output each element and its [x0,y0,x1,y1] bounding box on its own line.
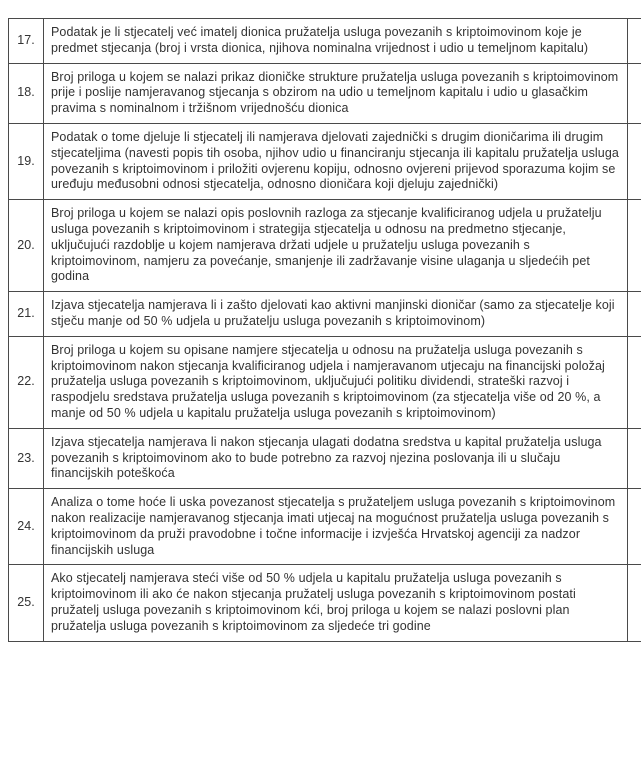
row-number: 23. [9,428,44,488]
table-row [9,428,641,488]
row-description: Broj priloga u kojem su opisane namjere stjecatelja u odnosu na pružatelja usluga povezanih s kriptoimovinom nakon stjecanja kvalificiranog udjela i namjeravanom utjecaju na financijski položaj pružatelja usluga povezanih s kriptoimovinom, uključujući politiku dividendi, strateški razvoj i raspodjelu sredstava pružatelja usluga povezanih s kriptoimovinom (za stjecatelja više od 20 %, a manje od 50 % udjela u kapitalu pružatelja usluga povezanih s kriptoimovinom) [44,336,628,428]
row-number: 19. [9,123,44,199]
table-row [9,63,641,123]
row-description: Ako stjecatelj namjerava steći više od 50 % udjela u kapitalu pružatelja usluga povezanih s kriptoimovinom ili ako će nakon stjecanja pružatelj usluga povezanih s kriptoimovinom postati pružatelj usluga povezanih s kriptoimovinom kći, broj priloga u kojem se nalazi poslovni plan pružatelja usluga povezanih s kriptoimovinom za sljedeće tri godine [44,565,628,641]
row-number: 22. [9,336,44,428]
row-entry-cell [628,19,641,64]
row-entry-cell [628,200,641,292]
row-number: 24. [9,489,44,565]
row-description: Izjava stjecatelja namjerava li nakon stjecanja ulagati dodatna sredstva u kapital pružatelja usluga povezanih s kriptoimovinom ako to bude potrebno za razvoj njezina poslovanja ili u slučaju financijskih poteškoća [44,428,628,488]
requirements-table-body [9,19,641,642]
row-entry-cell [628,565,641,641]
row-entry-cell [628,489,641,565]
row-entry-cell [628,63,641,123]
row-description: Broj priloga u kojem se nalazi opis poslovnih razloga za stjecanje kvalificiranog udjela u pružatelju usluga povezanih s kriptoimovinom i strategija stjecatelja u odnosu na predmetno stjecanje, uključujući razdoblje u kojem namjerava držati udjele u pružatelju usluga povezanih s kriptoimovinom, namjeru za povećanje, smanjenje ili zadržavanje visine ulaganja u sljedećih pet godina [44,200,628,292]
table-row [9,489,641,565]
row-entry-cell [628,428,641,488]
table-row [9,123,641,199]
table-row [9,336,641,428]
row-number: 21. [9,292,44,337]
row-number: 20. [9,200,44,292]
row-description: Podatak o tome djeluje li stjecatelj ili namjerava djelovati zajednički s drugim dioničarima ili drugim stjecateljima (navesti popis tih osoba, njihov udio u financiranju stjecanja ili kapitalu pružatelja usluga povezanih s kriptoimovinom i priložiti ovjerenu kopiju, odnosno ovjereni prijevod sporazuma kojim se uređuju međusobni odnosi stjecatelja, odnosno dioničara koji djeluju zajednički) [44,123,628,199]
table-row [9,565,641,641]
row-entry-cell [628,123,641,199]
row-description: Podatak je li stjecatelj već imatelj dionica pružatelja usluga povezanih s kriptoimovinom koje je predmet stjecanja (broj i vrsta dionica, njihova nominalna vrijednost i udio u temeljnom kapitalu) [44,19,628,64]
table-row [9,292,641,337]
row-number: 17. [9,19,44,64]
requirements-table [8,18,641,642]
row-description: Broj priloga u kojem se nalazi prikaz dioničke strukture pružatelja usluga povezanih s kriptoimovinom prije i poslije namjeravanog stjecanja s obzirom na udio u temeljnom kapitalu i udio u glasačkim pravima s nominalnom i tržišnom vrijednošću dionica [44,63,628,123]
table-row [9,200,641,292]
row-number: 18. [9,63,44,123]
row-entry-cell [628,292,641,337]
row-description: Izjava stjecatelja namjerava li i zašto djelovati kao aktivni manjinski dioničar (samo za stjecatelje koji stječu manje od 50 % udjela u pružatelju usluga povezanih s kriptoimovinom) [44,292,628,337]
row-description: Analiza o tome hoće li uska povezanost stjecatelja s pružateljem usluga povezanih s kriptoimovinom nakon realizacije namjeravanog stjecanja imati utjecaj na mogućnost pružatelja usluga povezanih s kriptoimovinom da pruži pravodobne i točne informacije i izvješća Hrvatskoj agenciji za nadzor financijskih usluga [44,489,628,565]
row-entry-cell [628,336,641,428]
row-number: 25. [9,565,44,641]
table-row [9,19,641,64]
